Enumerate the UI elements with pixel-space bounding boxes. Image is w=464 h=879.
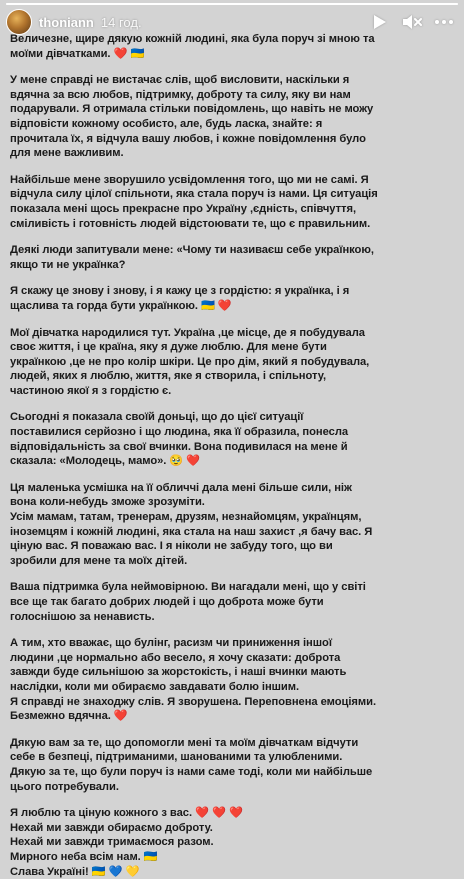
text-line: відповідальність за свої вчинки. Вона подивилася на мене й xyxy=(10,440,458,455)
text-line: зробили для мене та моїх дітей. xyxy=(10,554,458,569)
text-line: все ще так багато добрих людей і що доброта може бути xyxy=(10,595,458,610)
text-line: українкою ,це не про колір шкіри. Це про дім, який я побудувала, xyxy=(10,355,458,370)
text-line: подарували. Я отримала стільки повідомлень, що навіть не можу xyxy=(10,102,458,117)
text-line: Я справді не знаходжу слів. Я зворушена. Переповнена емоціями. xyxy=(10,695,458,710)
text-line: себе в безпеці, підтриманими, шанованими та улюбленими. xyxy=(10,750,458,765)
story-paragraph xyxy=(10,481,458,569)
text-line: для мене важливим. xyxy=(10,146,458,161)
story-paragraph xyxy=(10,32,458,61)
text-line: Ваша підтримка була неймовірною. Ви нагадали мені, що у світі xyxy=(10,580,458,595)
text-line: Величезне, щире дякую кожній людині, яка була поруч зі мною та xyxy=(10,32,458,47)
text-line: Усім мамам, татам, тренерам, друзям, незнайомцям, українцям, xyxy=(10,510,458,525)
text-line: іноземцям і кожній людині, яка стала на наш захист ,я бачу вас. Я xyxy=(10,525,458,540)
story-progress-fill xyxy=(6,3,458,5)
text-line: вдячна за всю любов, підтримку, доброту та силу, яку ви нам xyxy=(10,88,458,103)
text-line: щаслива та горда бути українкою. 🇺🇦 ❤️ xyxy=(10,299,458,314)
text-line: частиною якої я з гордістю є. xyxy=(10,384,458,399)
text-line: відчула силу цілої спільноти, яка стала поруч із нами. Ця ситуація xyxy=(10,187,458,202)
story-paragraph xyxy=(10,173,458,231)
text-line: Дякую вам за те, що допомогли мені та моїм дівчаткам відчути xyxy=(10,736,458,751)
story-controls xyxy=(360,10,456,34)
text-line: своє життя, і це країна, яку я дуже люблю. Для мене бути xyxy=(10,340,458,355)
text-line: голоснішою за ненависть. xyxy=(10,610,458,625)
text-line: Мої дівчатка народилися тут. Україна ,це місце, де я побудувала xyxy=(10,326,458,341)
more-options-icon xyxy=(435,20,453,24)
story-paragraph xyxy=(10,806,458,879)
text-line: показала мені щось прекрасне про Україну ,єдність, співчуття, xyxy=(10,202,458,217)
story-paragraph xyxy=(10,243,458,272)
text-line: Сьогодні я показала своїй доньці, що до цієї ситуації xyxy=(10,410,458,425)
text-line: людини ,це нормально або весело, я хочу сказати: доброта xyxy=(10,651,458,666)
username[interactable]: thoniann xyxy=(39,15,94,30)
text-line: Я люблю та ціную кожного з вас. ❤️ ❤️ ❤️ xyxy=(10,806,458,821)
text-line: Безмежно вдячна. ❤️ xyxy=(10,709,458,724)
text-line: цього потребували. xyxy=(10,780,458,795)
text-line: сміливість і готовність людей відстоювати те, що є правильним. xyxy=(10,217,458,232)
text-line: А тим, хто вважає, що булінг, расизм чи приниження іншої xyxy=(10,636,458,651)
play-button[interactable] xyxy=(368,10,392,34)
speaker-muted-icon xyxy=(402,13,422,31)
text-line: Я скажу це знову і знову, і я кажу це з гордістю: я українка, і я xyxy=(10,284,458,299)
text-line: вона коли-небудь зможе зрозуміти. xyxy=(10,495,458,510)
story-paragraph xyxy=(10,580,458,624)
text-line: Нехай ми завжди тримаємося разом. xyxy=(10,835,458,850)
play-icon xyxy=(373,14,387,30)
post-time: 14 год. xyxy=(101,15,142,30)
story-paragraph xyxy=(10,73,458,161)
text-line: Ця маленька усмішка на її обличчі дала мені більше сили, ніж xyxy=(10,481,458,496)
text-line: завжди буде сильнішою за жорстокість, і наші вчинки мають xyxy=(10,665,458,680)
text-line: Слава Україні! 🇺🇦 💙 💛 xyxy=(10,865,458,879)
text-line: У мене справді не вистачає слів, щоб висловити, наскільки я xyxy=(10,73,458,88)
text-line: прочитала їх, я відчула вашу любов, і кожне повідомлення було xyxy=(10,132,458,147)
story-text xyxy=(10,32,458,879)
mute-button[interactable] xyxy=(400,10,424,34)
text-line: моїми дівчатками. ❤️ 🇺🇦 xyxy=(10,47,458,62)
story-paragraph xyxy=(10,410,458,468)
text-line: сказала: «Молодець, мамо». 🥹 ❤️ xyxy=(10,454,458,469)
story-paragraph xyxy=(10,326,458,399)
story-progress-bar xyxy=(6,3,458,5)
text-line: людей, яких я люблю, життя, яке я створила, і спільноту, xyxy=(10,369,458,384)
more-options-button[interactable] xyxy=(432,10,456,34)
text-line: Деякі люди запитували мене: «Чому ти називаєш себе українкою, xyxy=(10,243,458,258)
text-line: Дякую за те, що були поруч із нами саме тоді, коли ми найбільше xyxy=(10,765,458,780)
text-line: Найбільше мене зворушило усвідомлення того, що ми не самі. Я xyxy=(10,173,458,188)
text-line: Нехай ми завжди обираємо доброту. xyxy=(10,821,458,836)
story-paragraph xyxy=(10,284,458,313)
text-line: Мирного неба всім нам. 🇺🇦 xyxy=(10,850,458,865)
text-line: ціную вас. Я поважаю вас. І я ніколи не забуду того, що ви xyxy=(10,539,458,554)
text-line: поставилися серйозно і що людина, яка її образила, понесла xyxy=(10,425,458,440)
story-paragraph xyxy=(10,736,458,794)
text-line: відповісти кожному особисто, але, будь ласка, знайте: я xyxy=(10,117,458,132)
text-line: якщо ти не українка? xyxy=(10,258,458,273)
text-line: наслідки, коли ми обираємо завдавати болю іншим. xyxy=(10,680,458,695)
story-paragraph xyxy=(10,636,458,724)
